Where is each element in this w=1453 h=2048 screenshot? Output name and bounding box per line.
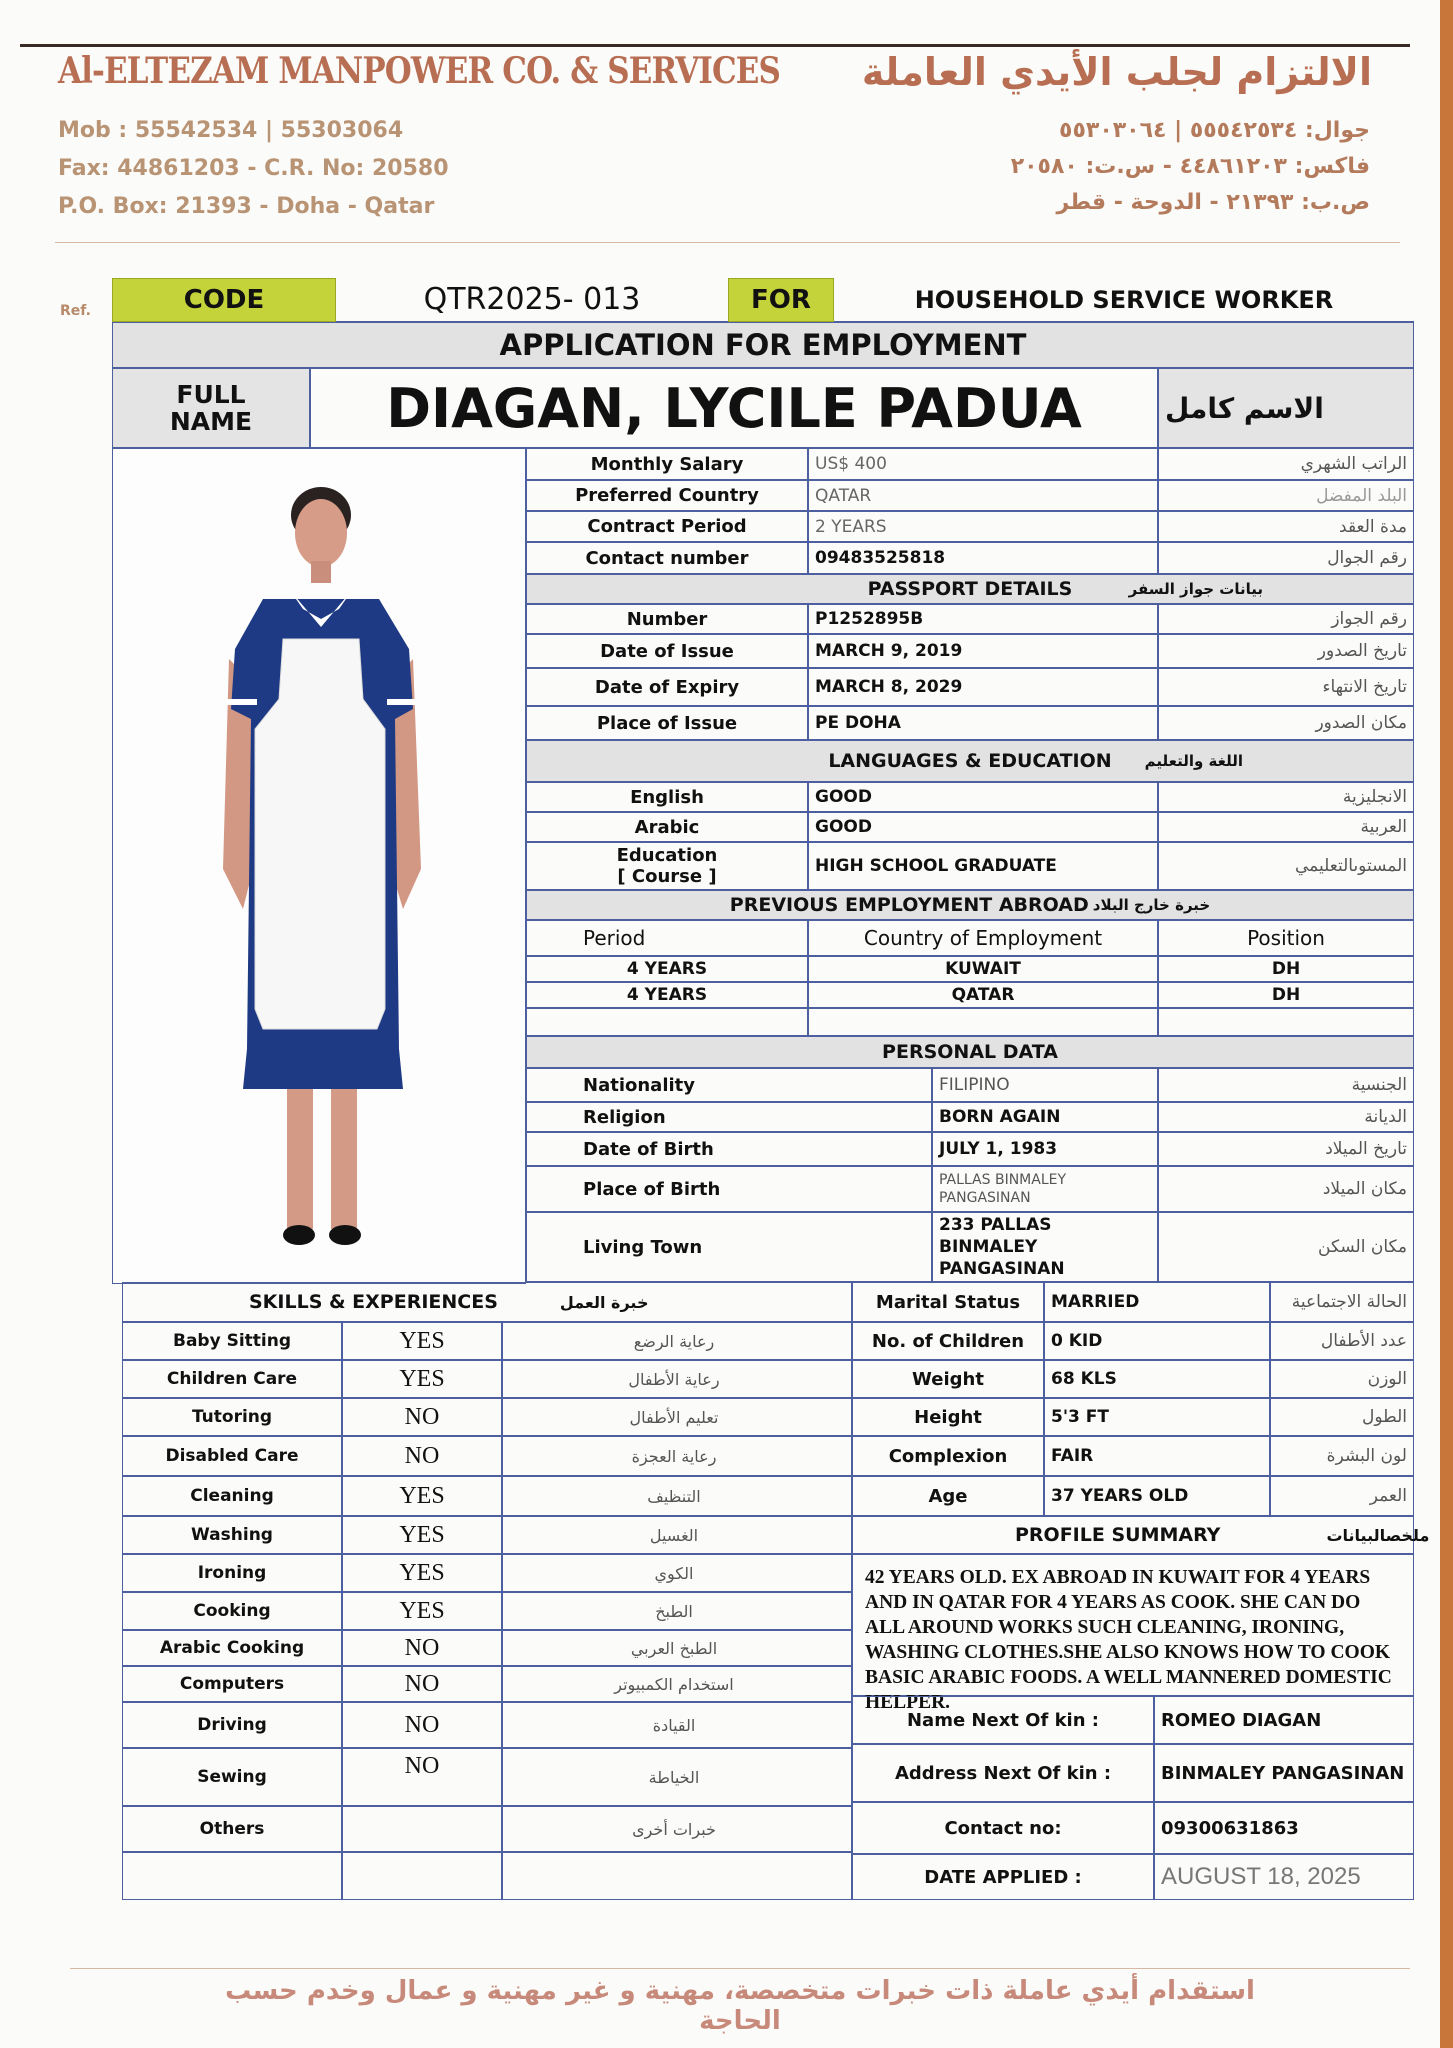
col-period: Period [526, 920, 808, 956]
full-name-label [112, 368, 310, 448]
kin-address-value: BINMALEY PANGASINAN [1154, 1744, 1414, 1802]
children-ar: عدد الأطفال [1270, 1322, 1414, 1360]
nationality-label: Nationality [526, 1068, 932, 1102]
dob-label: Date of Birth [526, 1132, 932, 1166]
date-applied-label: DATE APPLIED : [852, 1854, 1154, 1900]
header-divider [55, 242, 1400, 243]
code-label: CODE [112, 278, 336, 322]
passport-place-value: PE DOHA [808, 706, 1158, 740]
complexion-label: Complexion [852, 1436, 1044, 1476]
skill-label: Washing [122, 1516, 342, 1554]
religion-value: BORN AGAIN [932, 1102, 1158, 1132]
skills-title-ar: خبرة العمل [559, 1292, 649, 1312]
profile-summary-header [852, 1516, 1430, 1554]
skill-value: YES [342, 1476, 502, 1516]
applicant-photo-figure [113, 449, 527, 1285]
nationality-ar: الجنسية [1158, 1068, 1414, 1102]
kin-name-value: ROMEO DIAGAN [1154, 1696, 1414, 1744]
living-town-line2: BINMALEY [939, 1237, 1038, 1257]
kin-contact-label: Contact no: [852, 1802, 1154, 1854]
company-pobox: P.O. Box: 21393 - Doha - Qatar [58, 194, 435, 219]
pob-line2: PANGASINAN [939, 1190, 1031, 1206]
education-ar: المستوىالتعليمي [1158, 842, 1414, 890]
education-label-line1: Education [616, 845, 718, 866]
dob-value: JULY 1, 1983 [932, 1132, 1158, 1166]
skill-value: NO [342, 1666, 502, 1702]
code-bar [112, 278, 1414, 322]
skill-value: YES [342, 1554, 502, 1592]
skill-label-ar: الكوي [502, 1554, 852, 1592]
marital-status-label: Marital Status [852, 1282, 1044, 1322]
company-fax-ar: فاكس: ٤٤٨٦١٢٠٣ - س.ت: ٢٠٥٨٠ [1010, 154, 1370, 179]
education-label-line2: [ Course ] [617, 866, 717, 887]
previous-employment-title [526, 890, 1414, 920]
company-name-ar: الالتزام لجلب الأيدي العاملة [861, 50, 1372, 94]
skill-value: NO [342, 1630, 502, 1666]
skill-label: Driving [122, 1702, 342, 1748]
weight-value: 68 KLS [1044, 1360, 1270, 1398]
skill-label: Cooking [122, 1592, 342, 1630]
contact-number-value: 09483525818 [808, 542, 1158, 574]
preferred-country-ar: البلد المفضل [1158, 480, 1414, 511]
skill-value: YES [342, 1592, 502, 1630]
skill-empty-cell [122, 1852, 342, 1900]
skill-label-ar: الطبخ العربي [502, 1630, 852, 1666]
company-mobile: Mob : 55542534 | 55303064 [58, 118, 404, 143]
languages-section-title [526, 740, 1414, 782]
employment-row-2-period: 4 YEARS [526, 982, 808, 1008]
religion-ar: الديانة [1158, 1102, 1414, 1132]
arabic-value: GOOD [808, 812, 1158, 842]
skill-value: NO [342, 1748, 502, 1806]
employment-row-2-position: DH [1158, 982, 1414, 1008]
passport-expiry-label: Date of Expiry [526, 668, 808, 706]
living-town-label: Living Town [526, 1212, 932, 1282]
marital-status-value: MARRIED [1044, 1282, 1270, 1322]
col-country: Country of Employment [808, 920, 1158, 956]
skill-label-ar: الغسيل [502, 1516, 852, 1554]
passport-place-ar: مكان الصدور [1158, 706, 1414, 740]
col-position: Position [1158, 920, 1414, 956]
passport-title: PASSPORT DETAILS [867, 578, 1073, 600]
passport-number-value: P1252895B [808, 604, 1158, 634]
contract-period-label: Contract Period [526, 511, 808, 542]
passport-expiry-value: MARCH 8, 2029 [808, 668, 1158, 706]
skill-value: NO [342, 1398, 502, 1436]
religion-label: Religion [526, 1102, 932, 1132]
skill-value [342, 1806, 502, 1852]
contract-period-ar: مدة العقد [1158, 511, 1414, 542]
skill-label: Tutoring [122, 1398, 342, 1436]
arabic-label: Arabic [526, 812, 808, 842]
form-title: APPLICATION FOR EMPLOYMENT [112, 322, 1414, 368]
page-edge [1440, 0, 1453, 2048]
full-name-label-line1: FULL [176, 380, 246, 409]
skill-label-ar: تعليم الأطفال [502, 1398, 852, 1436]
skills-title: SKILLS & EXPERIENCES [249, 1291, 498, 1313]
passport-section-title [526, 574, 1414, 604]
children-value: 0 KID [1044, 1322, 1270, 1360]
passport-number-ar: رقم الجواز [1158, 604, 1414, 634]
english-ar: الانجليزية [1158, 782, 1414, 812]
code-value: QTR2025- 013 [336, 278, 728, 322]
skill-value: NO [342, 1436, 502, 1476]
arabic-ar: العربية [1158, 812, 1414, 842]
age-value: 37 YEARS OLD [1044, 1476, 1270, 1516]
weight-label: Weight [852, 1360, 1044, 1398]
kin-address-label: Address Next Of kin : [852, 1744, 1154, 1802]
education-value: HIGH SCHOOL GRADUATE [808, 842, 1158, 890]
employment-row-2-country: QATAR [808, 982, 1158, 1008]
company-mobile-ar: جوال: ٥٥٥٤٢٥٣٤ | ٥٥٣٠٣٠٦٤ [1059, 118, 1370, 143]
applicant-photo [112, 448, 526, 1284]
skill-label: Ironing [122, 1554, 342, 1592]
company-fax: Fax: 44861203 - C.R. No: 20580 [58, 156, 449, 181]
employment-row-3-country [808, 1008, 1158, 1036]
preferred-country-value: QATAR [808, 480, 1158, 511]
living-town-value [932, 1212, 1158, 1282]
skill-label-ar: استخدام الكمبيوتر [502, 1666, 852, 1702]
monthly-salary-label: Monthly Salary [526, 448, 808, 480]
nationality-value: FILIPINO [932, 1068, 1158, 1102]
preferred-country-label: Preferred Country [526, 480, 808, 511]
personal-data-title: PERSONAL DATA [526, 1036, 1414, 1068]
skill-value: YES [342, 1322, 502, 1360]
skill-value: YES [342, 1516, 502, 1554]
footer-slogan-ar: استقدام أيدي عاملة ذات خبرات متخصصة، مهنية و غير مهنية و عمال وخدم حسب الحاجة [225, 1976, 1255, 2036]
pob-value [932, 1166, 1158, 1212]
pob-line1: PALLAS BINMALEY [939, 1172, 1067, 1188]
age-ar: العمر [1270, 1476, 1414, 1516]
living-town-line1: 233 PALLAS [939, 1215, 1052, 1235]
ref-label: Ref. [60, 303, 91, 319]
footer-rule [70, 1968, 1410, 1969]
skill-label-ar: التنظيف [502, 1476, 852, 1516]
complexion-value: FAIR [1044, 1436, 1270, 1476]
employment-row-1-position: DH [1158, 956, 1414, 982]
skill-label: Others [122, 1806, 342, 1852]
skill-label: Arabic Cooking [122, 1630, 342, 1666]
passport-number-label: Number [526, 604, 808, 634]
header-rule [20, 44, 1410, 47]
languages-title: LANGUAGES & EDUCATION [828, 750, 1112, 772]
skill-empty-cell [342, 1852, 502, 1900]
full-name-value: DIAGAN, LYCILE PADUA [310, 368, 1158, 448]
passport-issue-label: Date of Issue [526, 634, 808, 668]
employment-row-1-period: 4 YEARS [526, 956, 808, 982]
for-value: HOUSEHOLD SERVICE WORKER [834, 278, 1414, 322]
passport-issue-ar: تاريخ الصدور [1158, 634, 1414, 668]
for-label: FOR [728, 278, 834, 322]
english-label: English [526, 782, 808, 812]
dob-ar: تاريخ الميلاد [1158, 1132, 1414, 1166]
profile-title-ar: ملخصالبيانات [1326, 1525, 1430, 1545]
skill-label: Cleaning [122, 1476, 342, 1516]
monthly-salary-value: US$ 400 [808, 448, 1158, 480]
english-value: GOOD [808, 782, 1158, 812]
height-value: 5'3 FT [1044, 1398, 1270, 1436]
skills-section-title [122, 1282, 852, 1322]
pob-label: Place of Birth [526, 1166, 932, 1212]
marital-status-ar: الحالة الاجتماعية [1270, 1282, 1414, 1322]
kin-name-label: Name Next Of kin : [852, 1696, 1154, 1744]
living-town-line3: PANGASINAN [939, 1259, 1065, 1279]
contact-number-label: Contact number [526, 542, 808, 574]
profile-title: PROFILE SUMMARY [1015, 1524, 1221, 1546]
languages-title-ar: اللغة والتعليم [1144, 752, 1243, 770]
skill-value: NO [342, 1702, 502, 1748]
skill-label-ar: رعاية العجزة [502, 1436, 852, 1476]
passport-title-ar: بيانات جواز السفر [1128, 580, 1263, 598]
monthly-salary-ar: الراتب الشهري [1158, 448, 1414, 480]
previous-title-ar: خبرة خارج البلاد [1092, 896, 1211, 914]
skill-label: Disabled Care [122, 1436, 342, 1476]
skill-empty-cell [502, 1852, 852, 1900]
skill-label-ar: القيادة [502, 1702, 852, 1748]
skill-label-ar: رعاية الأطفال [502, 1360, 852, 1398]
skill-label-ar: خبرات أخرى [502, 1806, 852, 1852]
passport-issue-value: MARCH 9, 2019 [808, 634, 1158, 668]
skill-label: Baby Sitting [122, 1322, 342, 1360]
employment-row-3-position [1158, 1008, 1414, 1036]
contact-number-ar: رقم الجوال [1158, 542, 1414, 574]
skill-label-ar: الطبخ [502, 1592, 852, 1630]
pob-ar: مكان الميلاد [1158, 1166, 1414, 1212]
age-label: Age [852, 1476, 1044, 1516]
employment-row-1-country: KUWAIT [808, 956, 1158, 982]
company-pobox-ar: ص.ب: ٢١٣٩٣ - الدوحة - قطر [1056, 190, 1370, 215]
skill-label-ar: رعاية الرضع [502, 1322, 852, 1360]
passport-expiry-ar: تاريخ الانتهاء [1158, 668, 1414, 706]
skill-label: Computers [122, 1666, 342, 1702]
children-label: No. of Children [852, 1322, 1044, 1360]
passport-place-label: Place of Issue [526, 706, 808, 740]
weight-ar: الوزن [1270, 1360, 1414, 1398]
skill-label-ar: الخياطة [502, 1748, 852, 1806]
complexion-ar: لون البشرة [1270, 1436, 1414, 1476]
skill-value: YES [342, 1360, 502, 1398]
contract-period-value: 2 YEARS [808, 511, 1158, 542]
living-town-ar: مكان السكن [1158, 1212, 1414, 1282]
previous-title: PREVIOUS EMPLOYMENT ABROAD [729, 894, 1089, 916]
height-label: Height [852, 1398, 1044, 1436]
education-label [526, 842, 808, 890]
skill-label: Children Care [122, 1360, 342, 1398]
company-name-en: Al-ELTEZAM MANPOWER CO. & SERVICES [58, 50, 781, 92]
height-ar: الطول [1270, 1398, 1414, 1436]
profile-summary-text: 42 YEARS OLD. EX ABROAD IN KUWAIT FOR 4 YEARS AND IN QATAR FOR 4 YEARS AS COOK. SHE CAN DO ALL AROUND WORKS SUCH CLEANING, IRONING, WASHING CLOTHES.SHE ALSO KNOWS HOW TO COOK BASIC ARABIC FOODS. A WELL MANNERED DOMESTIC HELPER. [852, 1554, 1414, 1696]
form-grid [112, 322, 1430, 1916]
skill-label: Sewing [122, 1748, 342, 1806]
employment-row-3-period [526, 1008, 808, 1036]
full-name-label-ar: الاسم كامل [1158, 368, 1414, 448]
full-name-label-line2: NAME [169, 407, 253, 436]
date-applied-value: AUGUST 18, 2025 [1154, 1854, 1414, 1900]
kin-contact-value: 09300631863 [1154, 1802, 1414, 1854]
